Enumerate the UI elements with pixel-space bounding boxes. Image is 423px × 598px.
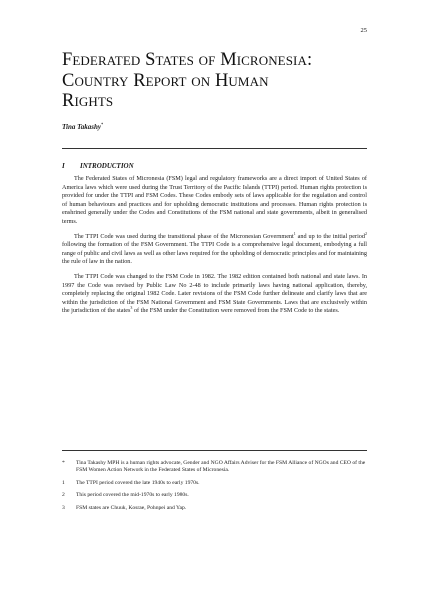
page-number: 25 — [360, 27, 367, 34]
footnote — [62, 492, 367, 499]
author-name: Tina Takashy — [62, 123, 101, 131]
footnote-mark: 2 — [62, 492, 65, 499]
footnotes — [62, 460, 367, 517]
section-heading — [62, 162, 134, 170]
article-title — [62, 50, 362, 112]
title-line: Rights — [62, 91, 114, 111]
author-byline — [62, 123, 103, 131]
footnote — [62, 460, 367, 475]
paragraph — [62, 175, 367, 227]
paragraph-text: and up to the initial period — [295, 232, 365, 240]
footnote-mark: 3 — [62, 504, 65, 511]
footnote-text: Tina Takashy MPH is a human rights advocate, Gender and NGO Affairs Adviser for the FSM Alliance of NGOs and CEO of the FSM Women Action Network in the Federated States of Micronesia. — [76, 460, 366, 474]
paragraph-text: The Federated States of Micronesia (FSM) legal and regulatory frameworks are a direct import of United States of America laws which were used during the Trust Territory of the Pacific Islands (TTPI) period. Human rights protection is provided for under the TTPI and FSM Codes. These Codes embody sets of laws applicable for the regulation and control of human behaviours and practices and for upholding democratic institutions and processes. Human rights protection is enshrined generally under the Codes and Constitutions of the FSM national and state governments, albeit in generalised terms. — [62, 175, 367, 225]
header-divider — [62, 148, 367, 149]
paragraph-text: The TTPI Code was used during the transitional phase of the Micronesian Government — [74, 232, 294, 240]
footnote-mark: * — [62, 460, 65, 466]
footnote — [62, 505, 367, 512]
paragraph-text: The TTPI Code was changed to the FSM Code in 1982. The 1982 edition contained both national and state laws. In 1997 the Code was revised by Public Law No 2-48 to include primarily laws having national application, thereby, completely replacing the original 1982 Code. Later revisions of the FSM Code further delineate and clarify laws that are within the jurisdiction of the FSM National Government and FSM State Governments. Laws that are exclusively within the jurisdiction of the states — [62, 272, 367, 315]
paragraph-text: following the formation of the FSM Government. The TTPI Code is a comprehensive legal document, embodying a full range of public and civil laws as well as other laws required for the upholding of democratic principles and for maintaining the rule of law in the nation. — [62, 241, 367, 266]
footnote-text: This period covered the mid-1970s to early 1980s. — [76, 492, 189, 499]
footnote-ref: 3 — [130, 305, 133, 311]
section-number: I — [62, 162, 65, 170]
section-title: INTRODUCTION — [80, 162, 134, 170]
title-line: Federated States of Micronesia: — [62, 50, 313, 70]
footnote-ref: 1 — [293, 230, 296, 236]
footnote-mark: 1 — [62, 479, 65, 486]
paragraph — [62, 273, 367, 316]
author-footnote-mark: * — [100, 121, 103, 127]
paragraph — [62, 230, 367, 267]
footnote-divider — [62, 450, 367, 451]
body-text — [62, 175, 367, 322]
paragraph-text: of the FSM under the Constitution were removed from the FSM Code to the states. — [132, 307, 340, 315]
title-line: Country Report on Human — [62, 70, 269, 91]
footnote-text: FSM states are Chuuk, Kosrae, Pohnpei and Yap. — [76, 504, 187, 511]
footnote — [62, 480, 367, 487]
footnote-ref: 2 — [364, 230, 367, 236]
footnote-text: The TTPI period covered the late 1940s to early 1970s. — [76, 479, 200, 486]
